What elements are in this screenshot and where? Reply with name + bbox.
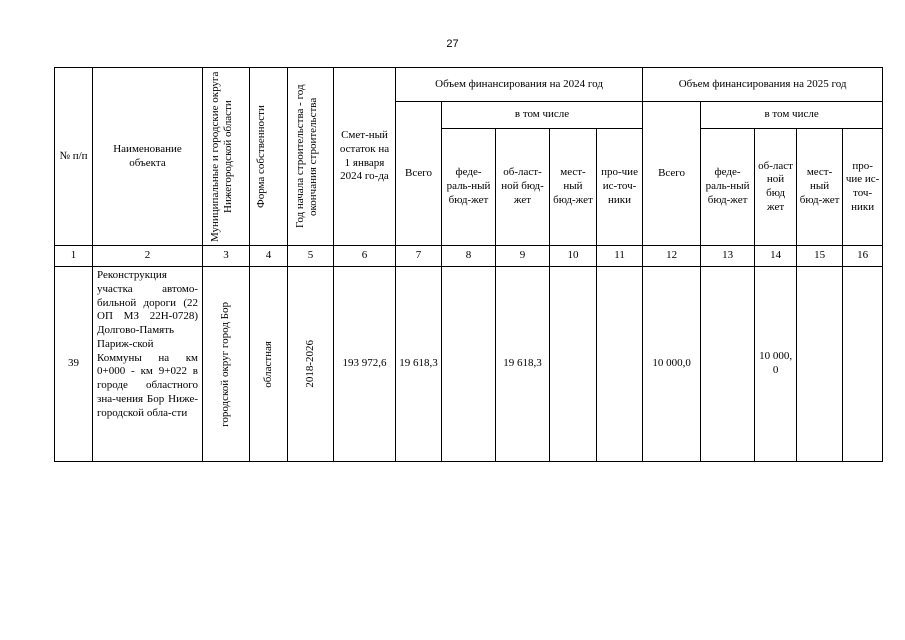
column-number: 13	[701, 246, 755, 267]
row-total-2025: 10 000,0	[643, 267, 701, 462]
header-incl-2024: в том числе	[442, 102, 643, 129]
column-number: 7	[396, 246, 442, 267]
header-municipal-text: Муниципальные и городские округа Нижегородской области	[209, 71, 235, 242]
column-number: 12	[643, 246, 701, 267]
column-number: 14	[755, 246, 797, 267]
header-local-2024: мест-ный бюд-жет	[550, 129, 597, 246]
financing-table	[54, 67, 883, 462]
header-years-text: Год начала строительства - год окончания строительства	[293, 84, 319, 229]
row-years	[288, 267, 334, 462]
header-regional-2025: об-ласт ной бюд жет	[755, 129, 797, 246]
header-name: Наименование объекта	[93, 68, 203, 246]
row-remainder: 193 972,6	[334, 267, 396, 462]
column-number: 6	[334, 246, 396, 267]
header-municipal	[203, 68, 250, 246]
column-number: 2	[93, 246, 203, 267]
row-name: Реконструкция участка автомо-бильной дороги (22 ОП МЗ 22Н-0728) Долгово-Память Париж-ской Коммуны на км 0+000 - км 9+022 в городе областного зна-чения Бор Ниже-городской обла-сти	[93, 267, 203, 462]
column-number: 5	[288, 246, 334, 267]
row-federal-2024	[442, 267, 496, 462]
header-total-2025: Всего	[643, 102, 701, 246]
row-regional-2025: 10 000, 0	[755, 267, 797, 462]
row-municipal-text: городской округ город Бор	[219, 301, 232, 427]
row-local-2024	[550, 267, 597, 462]
header-fin-2025: Объем финансирования на 2025 год	[643, 68, 883, 102]
page-number: 27	[446, 38, 459, 50]
column-number: 9	[496, 246, 550, 267]
header-federal-2025: феде-раль-ный бюд-жет	[701, 129, 755, 246]
header-total-2024: Всего	[396, 102, 442, 246]
header-regional-2024: об-ласт-ной бюд-жет	[496, 129, 550, 246]
row-ownership	[250, 267, 288, 462]
row-num: 39	[55, 267, 93, 462]
column-number: 1	[55, 246, 93, 267]
column-number: 8	[442, 246, 496, 267]
row-total-2024: 19 618,3	[396, 267, 442, 462]
header-num: № п/п	[55, 68, 93, 246]
row-regional-2024: 19 618,3	[496, 267, 550, 462]
row-other-2024	[597, 267, 643, 462]
column-number-row	[55, 246, 883, 267]
header-local-2025: мест-ный бюд-жет	[797, 129, 843, 246]
header-remainder: Смет-ный остаток на 1 января 2024 го-да	[334, 68, 396, 246]
row-local-2025	[797, 267, 843, 462]
column-number: 11	[597, 246, 643, 267]
header-other-2025: про-чие ис-точ-ники	[843, 129, 883, 246]
row-other-2025	[843, 267, 883, 462]
header-incl-2025: в том числе	[701, 102, 883, 129]
row-municipal	[203, 267, 250, 462]
row-ownership-text: областная	[261, 340, 274, 388]
row-years-text: 2018-2026	[303, 340, 316, 388]
header-years	[288, 68, 334, 246]
table-row	[55, 267, 883, 462]
header-fin-2024: Объем финансирования на 2024 год	[396, 68, 643, 102]
header-ownership	[250, 68, 288, 246]
header-federal-2024: феде-раль-ный бюд-жет	[442, 129, 496, 246]
column-number: 16	[843, 246, 883, 267]
header-ownership-text: Форма собственности	[254, 105, 267, 208]
column-number: 4	[250, 246, 288, 267]
row-federal-2025	[701, 267, 755, 462]
column-number: 3	[203, 246, 250, 267]
header-other-2024: про-чие ис-точ-ники	[597, 129, 643, 246]
column-number: 15	[797, 246, 843, 267]
column-number: 10	[550, 246, 597, 267]
